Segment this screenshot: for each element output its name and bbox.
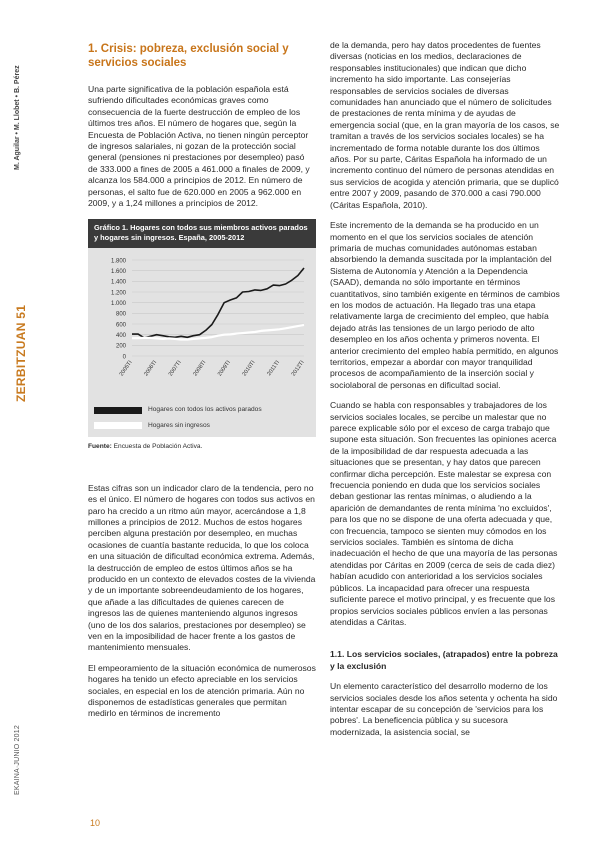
body-paragraph: Cuando se habla con responsables y trabajadores de los servicios sociales locales, se percibe un malestar que no parece explicable sólo por el exceso de carga trabajo que supone esta situación. Son frecuentes las opiniones acerca de la imposibilidad de dar respuesta adecuada a las situaciones que se presentan, y hay datos que parecen confirmar dicha percepción. Este malestar se expresa con frecuencia poniendo en duda que los servicios sociales deban gestionar las rentas mínimas, o aludiendo a la aparición de demandantes de renta mínima 'no excluidos', para los que no se dispone de una oferta adecuada y que, con frecuencia, tampoco se sienten muy cómodos en los servicios sociales. También es síntoma de dicha inadecuación el hecho de que una mayoría de las personas atendidas por Cáritas en 2009 (cerca de seis de cada diez) habían acudido con anterioridad a los servicios sociales públicos. La incapacidad para ofrecer una respuesta suficiente parece el motivo principal, y es frecuente que los propios servicios sociales públicos envíen a las personas atendidas a Cáritas. (330, 400, 558, 627)
right-column (330, 40, 560, 747)
legend-label: Hogares con todos los activos parados (148, 406, 262, 414)
x-tick-label: 2009TI (217, 360, 232, 378)
y-tick-label: 200 (115, 344, 126, 351)
legend-swatch-unemployed (94, 407, 142, 414)
y-tick-label: 1.800 (110, 258, 126, 265)
body-paragraph: Estas cifras son un indicador claro de la tendencia, pero no es el único. El número de hogares con todos sus activos en paro ha crecido a un ritmo aún mayor, acercándose a 1,8 millones a principios de 2012. Muchos de estos hogares perciben alguna prestación por desempleo, en muchas ocasiones de cuantía bastante reducida, lo que los coloca en una situación de dificultad económica extrema. Además, la destrucción de empleo de estos últimos años se ha producido en un contexto de elevados costes de la vivienda y de un importante sobreendeudamiento de los hogares, que añade a las dificultades de quienes carecen de ingresos las de quienes manteniendo algunos ingresos (uno de los dos salarios, prestaciones por desempleo) se ven en la imposibilidad de hacer frente a los gastos de mantenimiento mensuales. (88, 482, 316, 653)
left-column (88, 40, 316, 729)
x-tick-label: 2005TI (118, 360, 134, 378)
line-chart (88, 248, 316, 398)
body-paragraph: Una parte significativa de la población española está sufriendo dificultades económicas graves como consecuencia de la fuerte destrucción de empleo de los últimos tres años. El número de hogares que, según la Encuesta de Población Activa, no tienen ningún perceptor de ingresos salariales, ni gozan de la protección social general (pensiones ni prestaciones por desempleo) pasó de 333.000 a fines de 2005 a 461.000 a finales de 2009, y alcanza los 584.000 a principios de 2012. En número de personas, el salto fue de 620.000 en 2005 a 962.000 en 2009, y a 1,24 millones a principios de 2012. (88, 84, 310, 209)
y-tick-label: 1.000 (110, 301, 126, 308)
y-tick-label: 400 (115, 333, 126, 340)
sidebar-issue-date: EKAINA·JUNIO 2012 (14, 725, 21, 795)
figure-title: Gráfico 1. Hogares con todos sus miembros activos parados y hogares sin ingresos. España, 2005-2012 (88, 219, 316, 248)
series-line-no-income (132, 325, 304, 340)
figure-chart (88, 219, 316, 452)
legend-label: Hogares sin ingresos (148, 421, 210, 429)
sidebar-journal-title: ZERBITZUAN 51 (14, 304, 28, 402)
page-number: 10 (90, 818, 101, 828)
figure-source (88, 441, 316, 452)
body-paragraph: Un elemento característico del desarrollo moderno de los servicios sociales desde los años setenta y ochenta ha sido intentar escapar de su concepción de 'servicios para los pobres'. La beneficencia pública y su sucesora modernizada, la asistencia social, se (330, 681, 558, 737)
y-tick-label: 600 (115, 322, 126, 329)
legend-swatch-no-income (94, 422, 142, 429)
x-tick-label: 2012TI (290, 360, 306, 378)
chart-legend (88, 398, 316, 437)
y-tick-label: 1.200 (110, 290, 126, 297)
legend-item (94, 404, 310, 415)
source-text: Encuesta de Población Activa. (113, 443, 203, 451)
sidebar-authors: M. Aguilar • M. Llobet • B. Pérez (14, 65, 21, 170)
source-label: Fuente: (88, 443, 112, 451)
y-tick-label: 1.400 (110, 280, 126, 287)
subsection-title: 1.1. Los servicios sociales, (atrapados) entre la pobreza y la exclusión (330, 649, 558, 671)
body-paragraph: El empeoramiento de la situación económica de numerosos hogares ha tenido un efecto apreciable en los servicios sociales, en especial en los de atención primaria. Aún no disponemos de estadísticas generales que permitan medirlo en términos de incremento (88, 662, 316, 719)
x-tick-label: 2010TI (241, 360, 257, 378)
body-paragraph: Este incremento de la demanda se ha producido en un momento en el que los servicios sociales de atención primaria de muchas comunidades autónomas estaban absorbiendo la demanda suscitada por la implantación del Sistema de Autonomía y Atención a la Dependencia (SAAD), demanda no sólo importante en términos cuantitativos, sino también exigente en términos de cambios en los modos de actuación. Ha llegado tras una etapa relativamente larga de crecimiento del empleo, que había dejado atrás las tensiones de un largo periodo de alto desempleo en los años ochenta y primeros noventa. El anterior crecimiento del empleo había permitido, en algunos territorios, empezar a abordar con mayor tranquilidad procesos de acompañamiento de la inserción social y sociolaboral de personas en dificultad social. (330, 220, 560, 390)
x-tick-label: 2006TI (143, 360, 159, 378)
section-title: 1. Crisis: pobreza, exclusión social y servicios sociales (88, 43, 289, 69)
legend-item (94, 420, 310, 431)
body-paragraph: de la demanda, pero hay datos procedentes de fuentes diversas (noticias en los medios, declaraciones de responsables institucionales) que indican que dicho incremento ha sido importante. Las consejerías responsables de servicios sociales de diversas comunidades han anunciado que el número de solicitudes de prestaciones de renta mínima y de ayudas de emergencia social (que, en la gran mayoría de los casos, se tramitan a través de los servicios sociales locales) se ha incrementado de forma notable durante los dos últimos años. Por su parte, Cáritas Española ha informado de un incremento continuo del número de personas atendidas en sus servicios de acogida y atención primaria, que se duplicó entre 2007 y 2009, pasando de 370.000 a casi 790.000 (Cáritas Española, 2010). (330, 40, 560, 210)
x-tick-label: 2007TI (167, 360, 183, 378)
y-tick-label: 800 (115, 312, 126, 319)
y-tick-label: 0 (122, 354, 126, 361)
x-tick-label: 2011TI (266, 360, 282, 378)
chart-panel (88, 248, 316, 437)
y-tick-label: 1.600 (110, 269, 126, 276)
x-tick-label: 2008TI (192, 360, 208, 378)
